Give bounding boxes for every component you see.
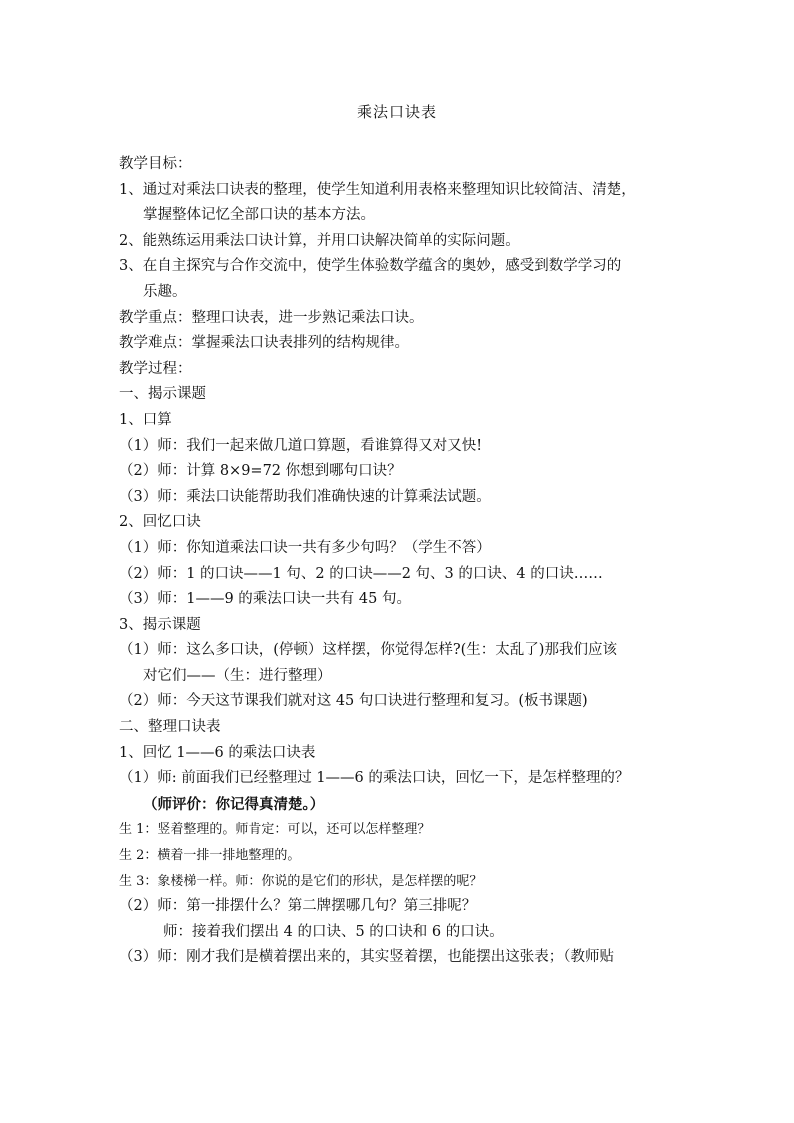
objective-1-continued: 掌握整体记忆全部口诀的基本方法。 bbox=[143, 207, 375, 224]
difficult-point: 教学难点：掌握乘法口诀表排列的结构规律。 bbox=[119, 335, 409, 352]
objective-1: 1、通过对乘法口诀表的整理，使学生知道利用表格来整理知识比较简洁、清楚， bbox=[119, 181, 636, 198]
process-line: （3）师：刚才我们是横着摆出来的，其实竖着摆，也能摆出这张表；（教师贴 bbox=[119, 949, 614, 966]
process-line: （2）师：第一排摆什么？第二牌摆哪几句？第三排呢？ bbox=[119, 898, 477, 915]
document-title: 乘法口诀表 bbox=[356, 103, 437, 121]
part-heading-2: 二、整理口诀表 bbox=[119, 719, 221, 736]
teacher-comment: （师评价：你记得真清楚。） bbox=[143, 795, 325, 813]
key-point: 教学重点：整理口诀表，进一步熟记乘法口诀。 bbox=[119, 309, 424, 326]
process-line: （3）师：1——9 的乘法口诀一共有 45 句。 bbox=[119, 591, 411, 608]
subsection-heading: 1、口算 bbox=[119, 411, 172, 428]
subsection-heading: 3、揭示课题 bbox=[119, 616, 201, 633]
process-line: （1）师：这么多口诀，(停顿）这样摆，你觉得怎样?(生：太乱了)那我们应该 bbox=[119, 642, 617, 659]
process-line: （2）师：计算 8×9=72 你想到哪句口诀？ bbox=[119, 463, 402, 480]
section-heading-process: 教学过程： bbox=[119, 360, 192, 377]
document-body bbox=[119, 152, 679, 971]
process-line: （2）师：今天这节课我们就对这 45 句口诀进行整理和复习。(板书课题) bbox=[119, 693, 588, 710]
process-line: （1）师：我们一起来做几道口算题，看谁算得又对又快! bbox=[119, 437, 483, 454]
student-answer: 生 3：象楼梯一样。师：你说的是它们的形状，是怎样摆的呢？ bbox=[119, 873, 483, 889]
subsection-heading: 2、回忆口诀 bbox=[119, 514, 201, 531]
objective-2: 2、能熟练运用乘法口诀计算，并用口诀解决简单的实际问题。 bbox=[119, 232, 520, 249]
process-line: （3）师：乘法口诀能帮助我们准确快速的计算乘法试题。 bbox=[119, 488, 491, 505]
process-line: （1）师: 前面我们已经整理过 1——6 的乘法口诀，回忆一下，是怎样整理的？ bbox=[119, 770, 630, 787]
objective-3-continued: 乐趣。 bbox=[143, 283, 187, 300]
student-answer: 生 2：横着一排一排地整理的。 bbox=[119, 848, 301, 864]
subsection-heading: 1、回忆 1——6 的乘法口诀表 bbox=[119, 744, 316, 761]
process-line: （1）师：你知道乘法口诀一共有多少句吗？（学生不答） bbox=[119, 539, 491, 556]
process-line-continued: 对它们——（生：进行整理） bbox=[143, 667, 332, 684]
objective-3: 3、在自主探究与合作交流中，使学生体验数学蕴含的奥妙，感受到数学学习的 bbox=[119, 258, 622, 275]
process-line: （2）师：1 的口诀——1 句、2 的口诀——2 句、3 的口诀、4 的口诀…… bbox=[119, 565, 603, 582]
student-answer: 生 1：竖着整理的。师肯定：可以，还可以怎样整理？ bbox=[119, 822, 431, 838]
section-heading-objectives: 教学目标： bbox=[119, 156, 192, 172]
process-line-continued: 师：接着我们摆出 4 的口诀、5 的口诀和 6 的口诀。 bbox=[163, 923, 504, 940]
part-heading-1: 一、揭示课题 bbox=[119, 386, 206, 403]
